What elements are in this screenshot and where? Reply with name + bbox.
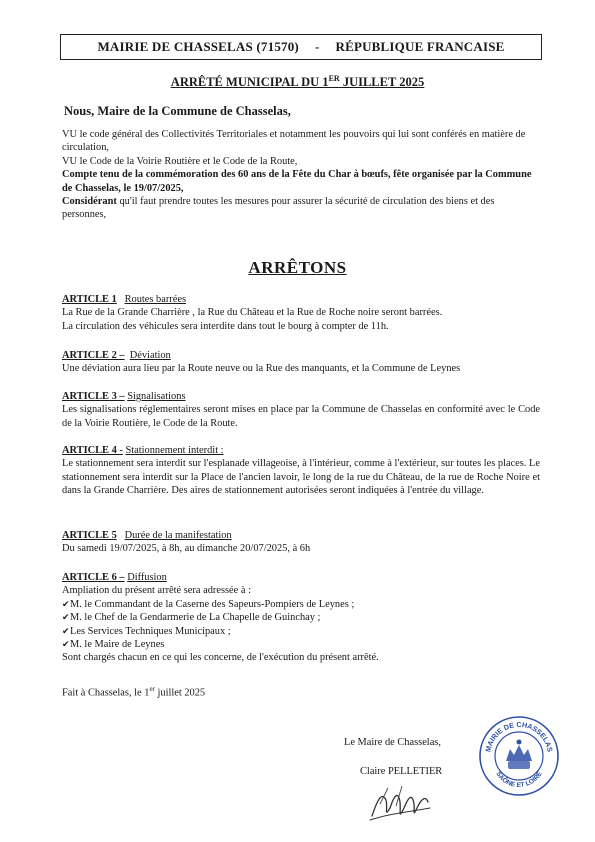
article-2-label: ARTICLE 2 – <box>62 350 125 361</box>
article-4-label: ARTICLE 4 - <box>62 445 123 456</box>
stamp-top-text: MAIRIE DE CHASSELAS <box>483 719 555 753</box>
article-3-subtitle: Signalisations <box>127 391 186 402</box>
considerant-label: Considérant <box>62 196 117 208</box>
recipient-item <box>62 598 540 611</box>
article-5-label: ARTICLE 5 <box>62 530 117 541</box>
article-1 <box>62 293 540 333</box>
done-at-date: juillet 2025 <box>154 687 206 699</box>
preamble-vu-cgct: VU le code général des Collectivités Territoriales et notamment les pouvoirs qui lui sont conférés en matière de circulation, <box>62 129 526 154</box>
article-3-label: ARTICLE 3 – <box>62 391 125 402</box>
article-3 <box>62 390 540 430</box>
preamble-nous: Nous, Maire de la Commune de Chasselas, <box>64 104 291 118</box>
mairie-stamp <box>478 715 560 797</box>
done-at <box>62 683 540 700</box>
checkmark-icon: ✔ <box>62 598 70 609</box>
title-text: ARRÊTÉ MUNICIPAL DU 1 <box>170 75 329 90</box>
recipient-item <box>62 611 540 624</box>
preamble-compte-tenu: Compte tenu de la commémoration des 60 ans de la Fête du Char à bœufs, fête organisée par la Commune de Chasselas, le 19/07/2025, <box>62 169 532 194</box>
article-4 <box>62 444 540 498</box>
article-6-label: ARTICLE 6 – <box>62 572 125 583</box>
signer-name: Claire PELLETIER <box>360 766 443 777</box>
preamble-considerant <box>62 195 540 222</box>
title-date: JUILLET 2025 <box>339 75 425 90</box>
article-6-subtitle: Diffusion <box>127 572 167 583</box>
article-6-intro: Ampliation du présent arrêté sera adressée à : <box>62 585 251 597</box>
article-2-line-1: Une déviation aura lieu par la Route neuve ou la Rue des manquants, et la Commune de Leynes <box>62 363 461 375</box>
article-5 <box>62 529 540 556</box>
recipient-text: M. le Maire de Leynes <box>70 639 165 651</box>
checkmark-icon: ✔ <box>62 612 70 623</box>
article-4-subtitle: Stationnement interdit : <box>125 445 224 456</box>
done-at-sup: er <box>149 685 155 693</box>
article-1-subtitle: Routes barrées <box>124 294 187 305</box>
article-5-subtitle: Durée de la manifestation <box>124 530 232 541</box>
recipient-item <box>62 625 540 638</box>
article-3-text: Les signalisations réglementaires seront mises en place par la Commune de Chasselas en conformité avec le Code de la Voirie Routière, le Code de la Route. <box>62 404 540 429</box>
handwritten-signature <box>368 778 432 824</box>
recipient-text: M. le Commandant de la Caserne des Sapeurs-Pompiers de Leynes ; <box>70 598 355 610</box>
recipient-item <box>62 638 540 651</box>
checkmark-icon: ✔ <box>62 639 70 650</box>
article-6 <box>62 571 540 665</box>
article-1-line-2: La circulation des véhicules sera interdite dans tout le bourg à compter de 11h. <box>62 320 389 332</box>
checkmark-icon: ✔ <box>62 625 70 636</box>
article-6-closing: Sont chargés chacun en ce qui les concerne, de l'exécution du présent arrêté. <box>62 652 379 664</box>
article-1-line-1: La Rue de la Grande Charrière , la Rue du Château et la Rue de Roche noire seront barrées. <box>62 307 443 319</box>
arretons-heading: ARRÊTONS <box>248 258 347 277</box>
recipient-text: M. le Chef de la Gendarmerie de La Chapelle de Guinchay ; <box>70 612 321 624</box>
signer-role: Le Maire de Chasselas, <box>344 737 441 748</box>
stamp-bottom-text: SAÔNE ET LOIRE <box>494 770 544 790</box>
article-2-subtitle: Déviation <box>129 350 171 361</box>
done-at-text: Fait à Chasselas, le 1 <box>62 687 150 699</box>
article-4-text: Le stationnement sera interdit sur l'esplanade villageoise, à l'intérieur, comme à l'extérieur, sur toutes les places. Le stationnement sera interdit sur la Place de l'ancien lavoir, le long de la rue du Château, de la rue de Roche Noire et dans la Grande Charrière. Des aires de stationnement autorisées seront indiquées à l'entrée du village. <box>62 458 540 497</box>
stamp-emblem-icon <box>506 740 532 770</box>
header-mairie: MAIRIE DE CHASSELAS (71570) <box>97 39 299 54</box>
header-separator: - <box>314 39 320 54</box>
header-box <box>60 34 542 60</box>
article-5-line-1: Du samedi 19/07/2025, à 8h, au dimanche 20/07/2025, à 6h <box>62 543 311 555</box>
preamble-block <box>62 128 540 222</box>
article-2 <box>62 349 540 376</box>
document-title <box>0 74 595 90</box>
header-republique: RÉPUBLIQUE FRANCAISE <box>335 39 505 54</box>
title-sup: ER <box>328 74 340 83</box>
preamble-vu-voirie: VU le Code de la Voirie Routière et le Code de la Route, <box>62 155 298 167</box>
article-1-label: ARTICLE 1 <box>62 294 117 305</box>
considerant-text: qu'il faut prendre toutes les mesures pour assurer la sécurité de circulation des biens et des personnes, <box>62 196 495 221</box>
recipient-text: Les Services Techniques Municipaux ; <box>70 625 231 637</box>
